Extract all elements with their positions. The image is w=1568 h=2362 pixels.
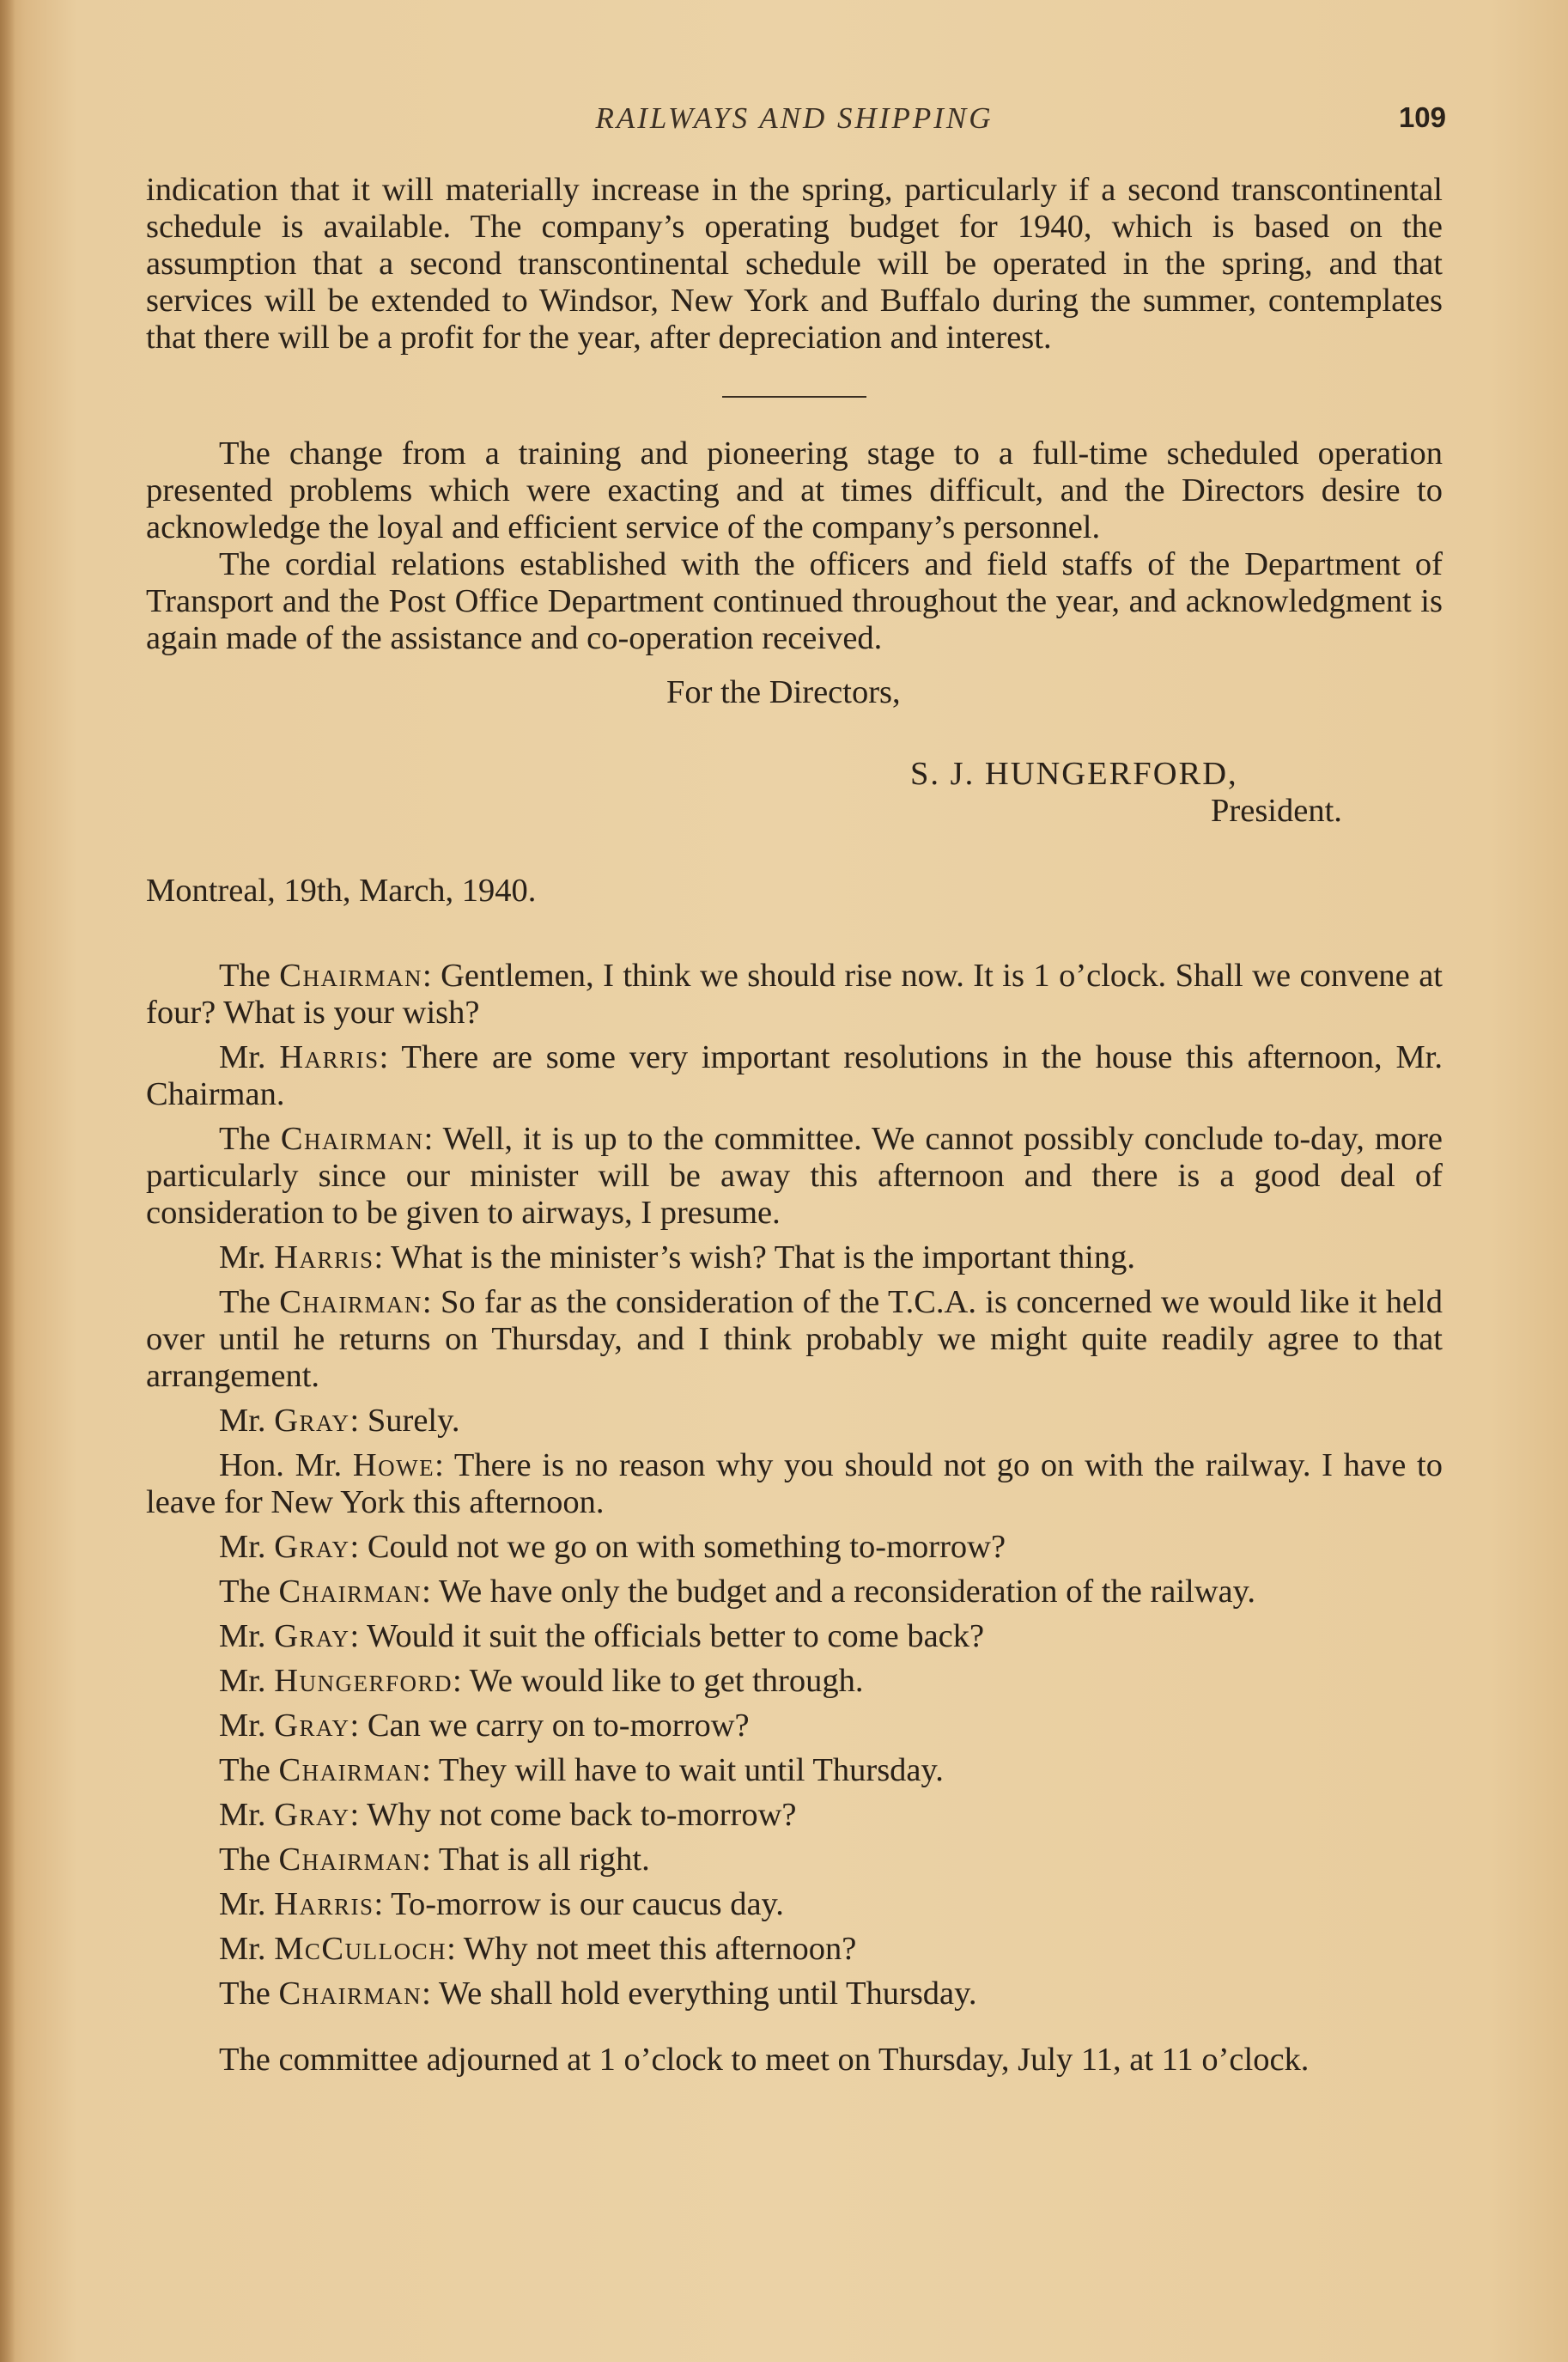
speaker-separator: : bbox=[453, 1663, 470, 1699]
speaker-name: Harris bbox=[274, 1886, 374, 1922]
dialogue-text: Could not we go on with something to-morrow? bbox=[367, 1529, 1006, 1565]
speaker-name: Gray bbox=[274, 1529, 350, 1565]
speaker-prefix: Hon. Mr. bbox=[219, 1447, 353, 1483]
speaker-separator: : bbox=[422, 1842, 439, 1878]
speaker-separator: : bbox=[349, 1529, 368, 1565]
speaker-name: Gray bbox=[274, 1403, 350, 1439]
speaker-prefix: Mr. bbox=[219, 1039, 280, 1075]
dialogue-line bbox=[146, 1931, 1443, 1968]
speaker-prefix: The bbox=[219, 1121, 281, 1157]
speaker-name: McCulloch bbox=[274, 1931, 447, 1967]
signature-title: President. bbox=[1211, 793, 1342, 829]
speaker-name: Chairman bbox=[278, 1842, 422, 1878]
dialogue-text: There is no reason why you should not go on with the railway. I have to leave for New York this afternoon. bbox=[146, 1447, 1443, 1520]
signature-for: For the Directors, bbox=[666, 674, 901, 710]
dialogue-line bbox=[146, 1618, 1443, 1655]
speaker-separator: : bbox=[349, 1797, 368, 1833]
adjournment-note: The committee adjourned at 1 o’clock to meet on Thursday, July 11, at 11 o’clock. bbox=[219, 2042, 1310, 2078]
speaker-prefix: Mr. bbox=[219, 1708, 275, 1744]
speaker-name: Chairman bbox=[279, 1284, 422, 1320]
dialogue-text: There are some very important resolutions in the house this afternoon, Mr. Chairman. bbox=[146, 1039, 1443, 1112]
dialogue-line bbox=[146, 1797, 1443, 1834]
dialogue-line bbox=[146, 958, 1443, 1032]
speaker-prefix: Mr. bbox=[219, 1931, 275, 1967]
dialogue-text: Why not come back to-morrow? bbox=[367, 1797, 797, 1833]
speaker-prefix: The bbox=[219, 1574, 279, 1610]
speaker-name: Chairman bbox=[278, 1975, 422, 2012]
speaker-prefix: The bbox=[219, 958, 280, 994]
dialogue-text: Gentlemen, I think we should rise now. It is 1 o’clock. Shall we convene at four? What is your wish? bbox=[146, 958, 1443, 1031]
speaker-separator: : bbox=[349, 1403, 368, 1439]
committee-dialogue bbox=[146, 958, 1443, 2012]
speaker-prefix: The bbox=[219, 1975, 279, 2012]
dialogue-text: Can we carry on to-morrow? bbox=[367, 1708, 750, 1744]
speaker-separator: : bbox=[447, 1931, 464, 1967]
dialogue-line bbox=[146, 1663, 1443, 1700]
dialogue-line bbox=[146, 1529, 1443, 1566]
speaker-prefix: The bbox=[219, 1284, 280, 1320]
dialogue-line bbox=[146, 1284, 1443, 1395]
speaker-name: Gray bbox=[274, 1618, 350, 1654]
speaker-name: Harris bbox=[279, 1039, 380, 1075]
section-divider bbox=[722, 396, 866, 398]
running-head: RAILWAYS AND SHIPPING bbox=[595, 101, 994, 135]
speaker-separator: : bbox=[435, 1447, 454, 1483]
speaker-separator: : bbox=[379, 1039, 402, 1075]
speaker-separator: : bbox=[349, 1618, 368, 1654]
dialogue-line bbox=[146, 1447, 1443, 1521]
speaker-prefix: The bbox=[219, 1752, 279, 1788]
dialogue-text: Would it suit the officials better to come back? bbox=[367, 1618, 985, 1654]
dialogue-text: To-morrow is our caucus day. bbox=[391, 1886, 784, 1922]
dialogue-line bbox=[146, 1574, 1443, 1610]
speaker-separator: : bbox=[423, 1121, 443, 1157]
signature-name: S. J. HUNGERFORD, bbox=[910, 756, 1238, 792]
dialogue-text: We would like to get through. bbox=[469, 1663, 864, 1699]
dialogue-line bbox=[146, 1886, 1443, 1923]
speaker-separator: : bbox=[422, 1752, 439, 1788]
dialogue-line bbox=[146, 1403, 1443, 1440]
speaker-name: Chairman bbox=[280, 1121, 424, 1157]
paragraph-continuation: indication that it will materially increase in the spring, particularly if a second transcontinental schedule is available. The company’s operating budget for 1940, which is based on the assumption that a second transcontinental schedule will be operated in the spring, and that services will be extended to Windsor, New York and Buffalo during the summer, contemplates that there will be a profit for the year, after depreciation and interest. bbox=[146, 172, 1443, 356]
paragraph-relations: The cordial relations established with the officers and field staffs of the Department of Transport and the Post Office Department continued throughout the year, and acknowledgment is again made of the assistance and co-operation received. bbox=[146, 546, 1443, 656]
paragraph-personnel: The change from a training and pioneering stage to a full-time scheduled operation presented problems which were exacting and at times difficult, and the Directors desire to acknowledge the loyal and efficient service of the company’s personnel. bbox=[146, 435, 1443, 545]
speaker-separator: : bbox=[349, 1708, 368, 1744]
speaker-prefix: Mr. bbox=[219, 1529, 275, 1565]
dialogue-text: Surely. bbox=[367, 1403, 460, 1439]
speaker-name: Gray bbox=[274, 1797, 350, 1833]
speaker-name: Gray bbox=[274, 1708, 350, 1744]
speaker-name: Chairman bbox=[278, 1752, 422, 1788]
dialogue-text: That is all right. bbox=[438, 1842, 650, 1878]
dialogue-text: What is the minister’s wish? That is the important thing. bbox=[391, 1239, 1136, 1275]
speaker-prefix: Mr. bbox=[219, 1797, 275, 1833]
dialogue-line bbox=[146, 1039, 1443, 1113]
dialogue-text: Why not meet this afternoon? bbox=[463, 1931, 857, 1967]
speaker-name: Chairman bbox=[278, 1574, 422, 1610]
dialogue-line bbox=[146, 1121, 1443, 1232]
speaker-prefix: Mr. bbox=[219, 1886, 275, 1922]
speaker-separator: : bbox=[422, 1574, 439, 1610]
speaker-prefix: Mr. bbox=[219, 1403, 275, 1439]
dialogue-line bbox=[146, 1708, 1443, 1744]
speaker-prefix: Mr. bbox=[219, 1239, 275, 1275]
dialogue-line bbox=[146, 1975, 1443, 2012]
speaker-separator: : bbox=[374, 1886, 392, 1922]
speaker-separator: : bbox=[422, 958, 441, 994]
speaker-separator: : bbox=[422, 1975, 439, 2012]
dialogue-line bbox=[146, 1842, 1443, 1878]
body-text bbox=[146, 172, 1443, 2079]
speaker-name: Howe bbox=[352, 1447, 435, 1483]
dialogue-line bbox=[146, 1239, 1443, 1276]
dateline: Montreal, 19th, March, 1940. bbox=[146, 873, 537, 909]
page-number: 109 bbox=[1398, 101, 1446, 133]
dialogue-text: We shall hold everything until Thursday. bbox=[438, 1975, 977, 2012]
dialogue-text: Well, it is up to the committee. We cannot possibly conclude to-day, more particularly since our minister will be away this afternoon and there is a good deal of consideration to be given to airways, I presume. bbox=[146, 1121, 1443, 1231]
speaker-separator: : bbox=[374, 1239, 392, 1275]
dialogue-line bbox=[146, 1752, 1443, 1789]
speaker-name: Harris bbox=[274, 1239, 374, 1275]
dialogue-text: They will have to wait until Thursday. bbox=[438, 1752, 944, 1788]
speaker-separator: : bbox=[422, 1284, 441, 1320]
speaker-prefix: Mr. bbox=[219, 1663, 275, 1699]
dialogue-text: We have only the budget and a reconsideration of the railway. bbox=[438, 1574, 1256, 1610]
speaker-name: Hungerford bbox=[274, 1663, 453, 1699]
dialogue-text: So far as the consideration of the T.C.A. is concerned we would like it held over until he returns on Thursday, and I think probably we might quite readily agree to that arrangement. bbox=[146, 1284, 1443, 1394]
speaker-name: Chairman bbox=[279, 958, 422, 994]
speaker-prefix: The bbox=[219, 1842, 279, 1878]
speaker-prefix: Mr. bbox=[219, 1618, 275, 1654]
page-header bbox=[146, 101, 1446, 149]
